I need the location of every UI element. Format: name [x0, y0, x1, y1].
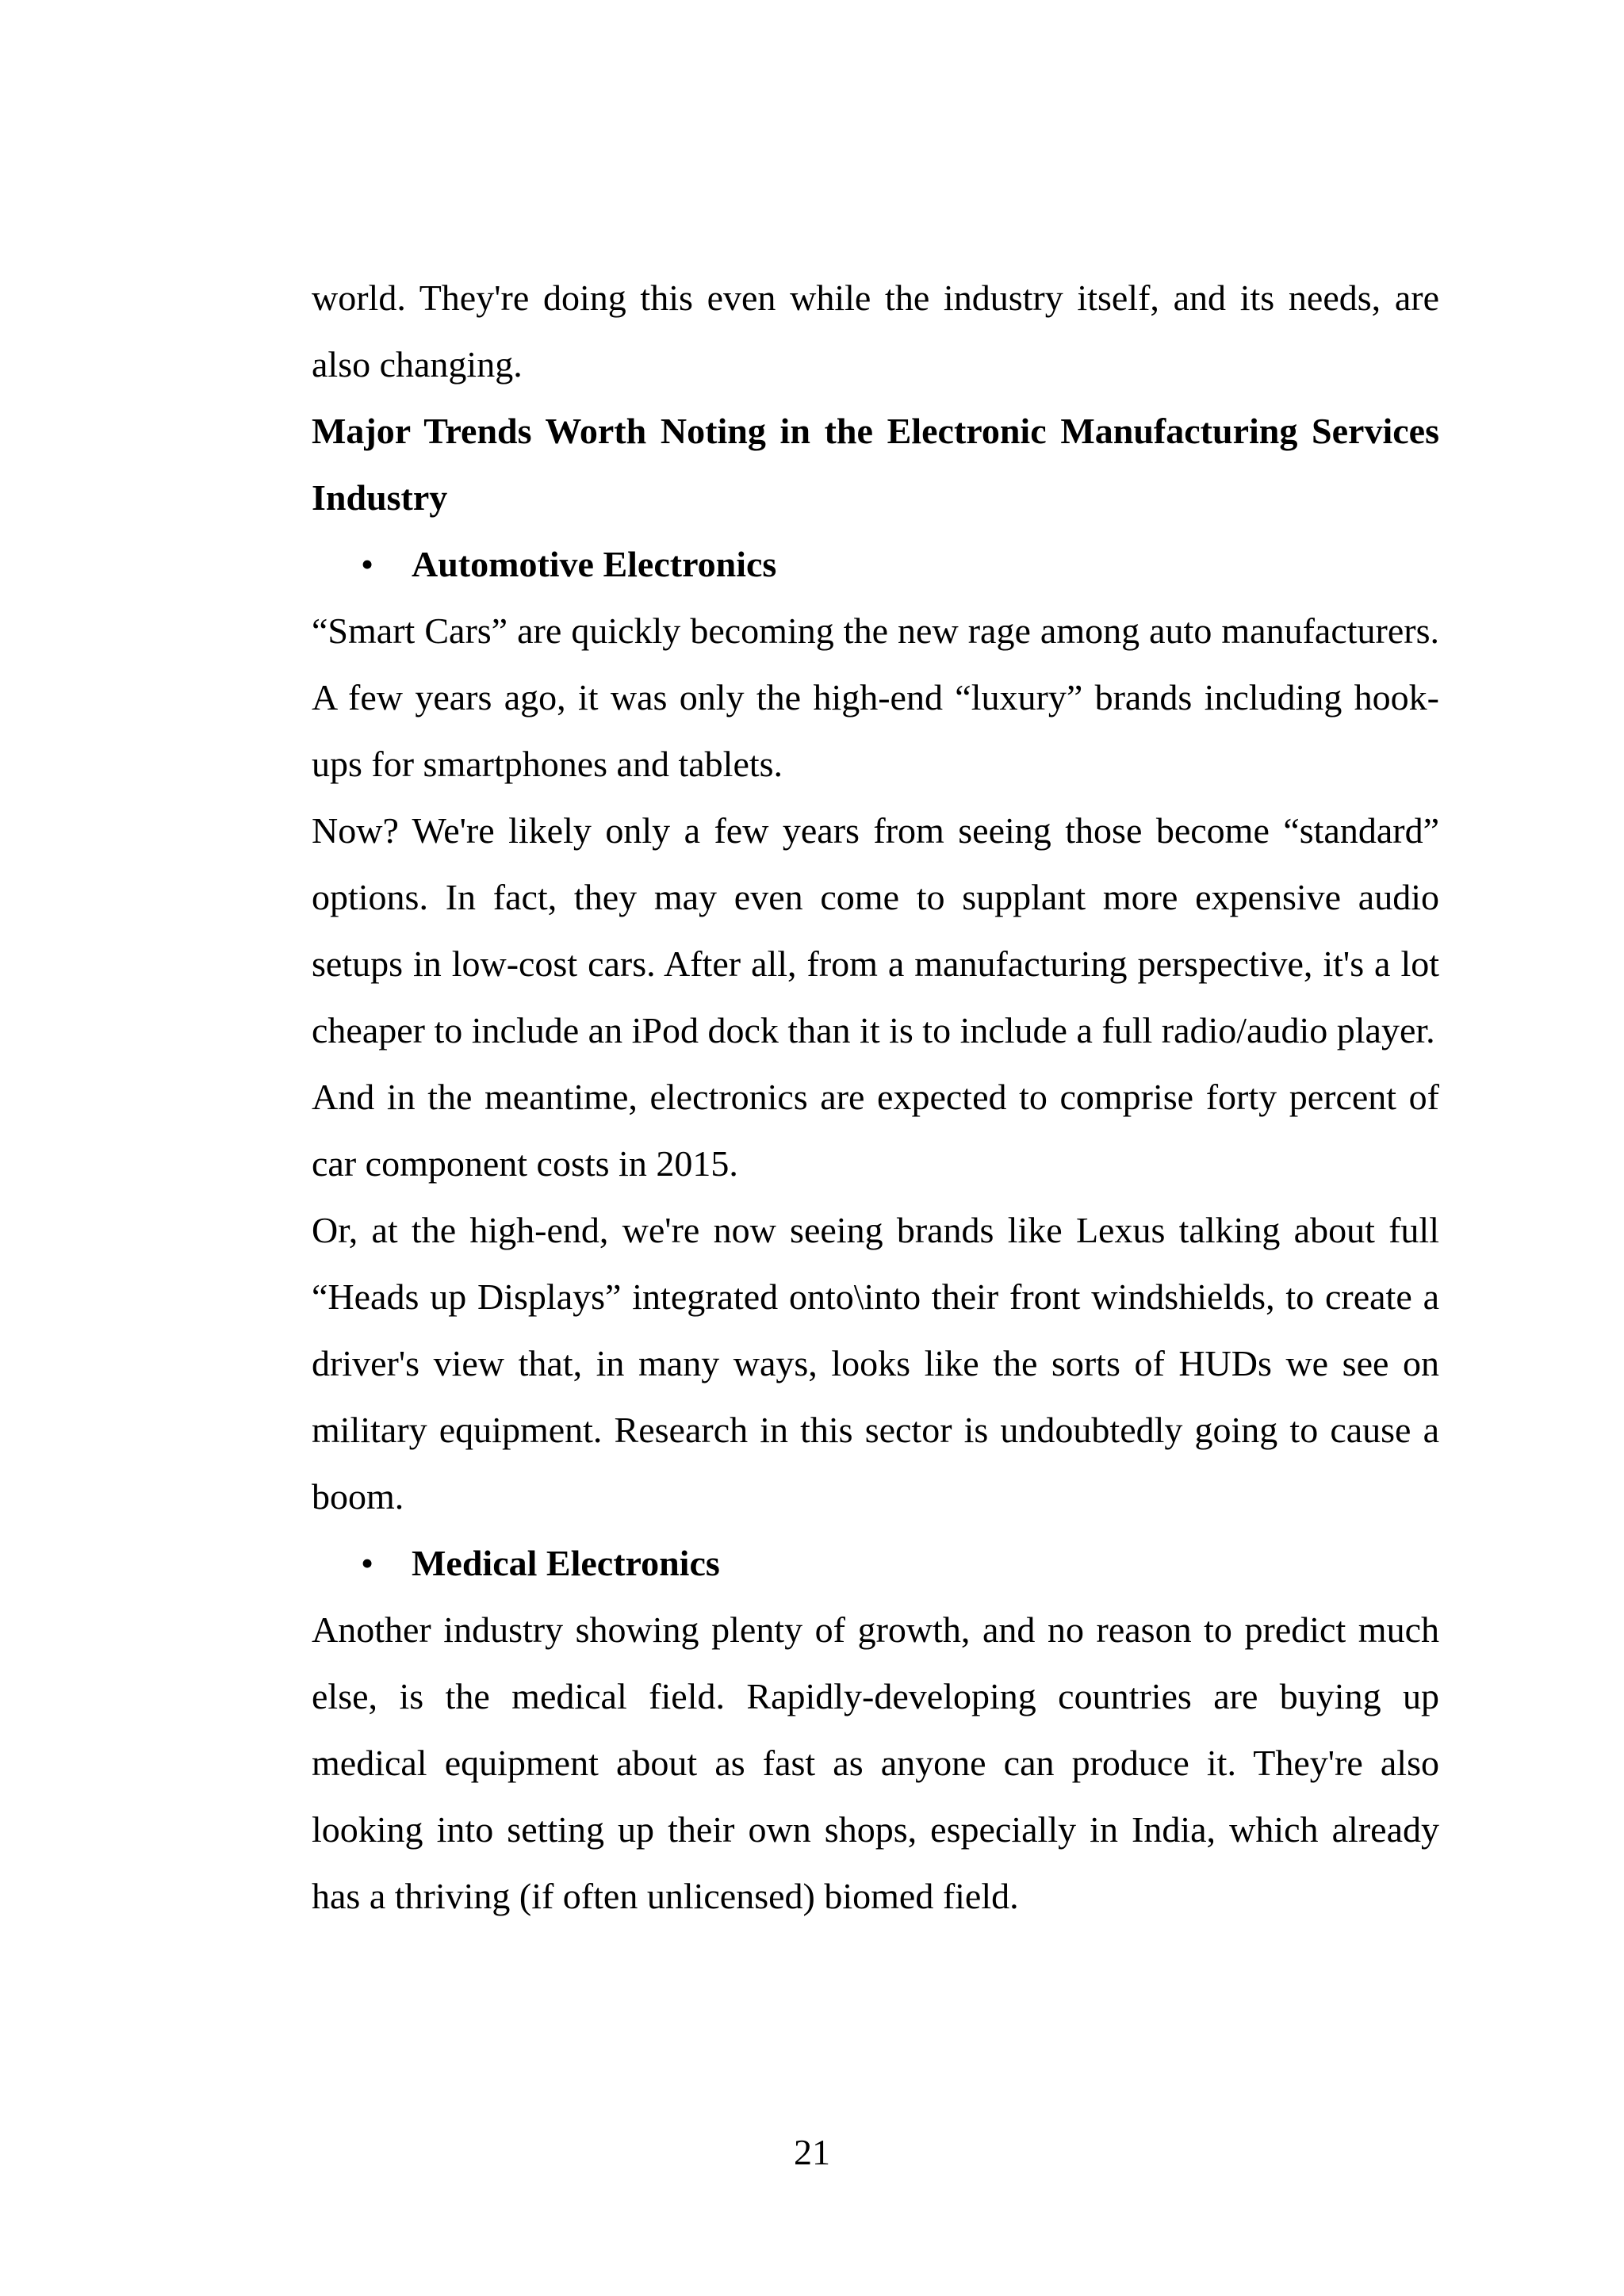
paragraph-heads-up-displays: Or, at the high-end, we're now seeing brands like Lexus talking about full “Heads up Displays” integrated onto\into their front windshields, to create a driver's view that, in many ways, looks like the sorts of HUDs we see on military equipment. Research in this sector is undoubtedly going to cause a boom. [312, 1210, 1439, 1517]
paragraph-component-costs: And in the meantime, electronics are expected to comprise forty percent of car component costs in 2015. [312, 1077, 1439, 1184]
bullet-automotive-electronics [312, 531, 1439, 598]
bullet-icon: • [361, 1543, 374, 1583]
paragraph-standard-options: Now? We're likely only a few years from seeing those become “standard” options. In fact, they may even come to supplant more expensive audio setups in low-cost cars. After all, from a manufacturing perspective, it's a lot cheaper to include an iPod dock than it is to include a full radio/audio player. [312, 810, 1439, 1050]
bullet-label: Automotive Electronics [412, 544, 777, 584]
page-body [312, 265, 1439, 1930]
paragraph-medical-field: Another industry showing plenty of growth, and no reason to predict much else, is the medical field. Rapidly-developing countries are buying up medical equipment about as fast as anyone can produce it. They're also looking into setting up their own shops, especially in India, which already has a thriving (if often unlicensed) biomed field. [312, 1609, 1439, 1916]
bullet-medical-electronics [312, 1530, 1439, 1597]
section-heading: Major Trends Worth Noting in the Electronic Manufacturing Services Industry [312, 411, 1439, 518]
bullet-icon: • [361, 544, 374, 584]
paragraph-continuation: world. They're doing this even while the industry itself, and its needs, are also changing. [312, 277, 1439, 385]
bullet-label: Medical Electronics [412, 1543, 720, 1583]
page-number: 21 [794, 2132, 830, 2172]
paragraph-smart-cars: “Smart Cars” are quickly becoming the new rage among auto manufacturers. A few years ago, it was only the high-end “luxury” brands including hook-ups for smartphones and tablets. [312, 610, 1439, 784]
